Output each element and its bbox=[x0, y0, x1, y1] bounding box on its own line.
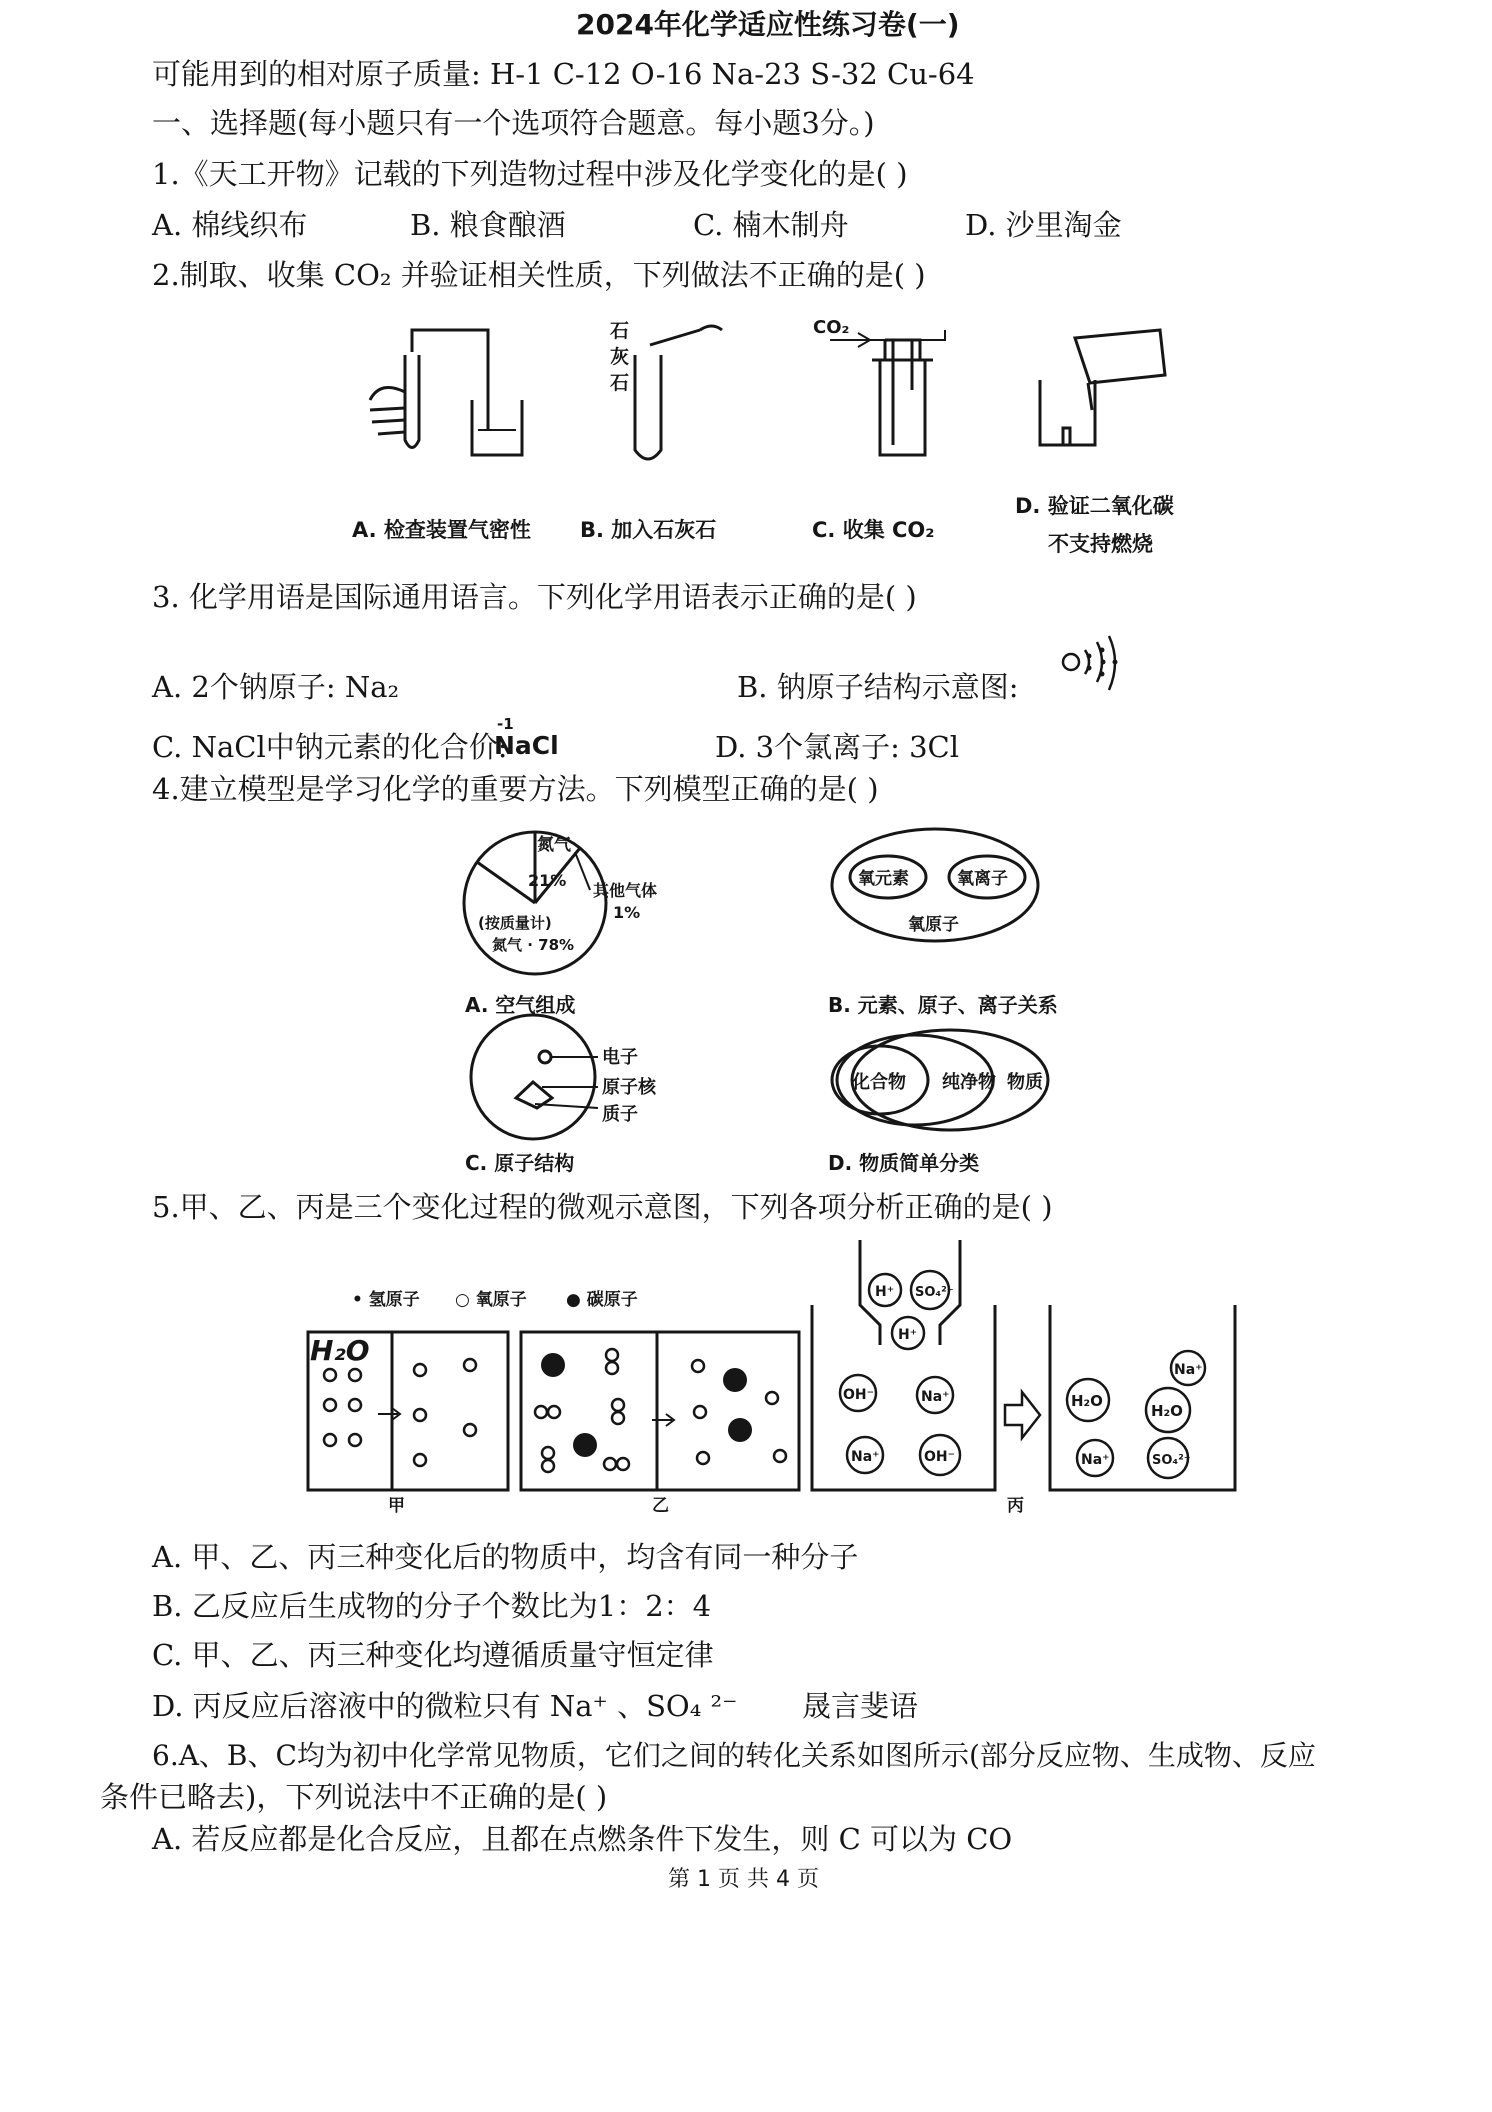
q4-caption-c: C. 原子结构 bbox=[465, 1151, 575, 1175]
q2-caption-c: C. 收集 CO₂ bbox=[812, 518, 935, 542]
ion-na-4: Na⁺ bbox=[1081, 1452, 1110, 1468]
limestone-label-2: 灰 bbox=[610, 346, 630, 368]
q3-option-a: A. 2个钠原子: Na₂ bbox=[152, 670, 400, 704]
ion-so4-1: SO₄²⁻ bbox=[915, 1285, 954, 1300]
ion-na-3: Na⁺ bbox=[1174, 1362, 1203, 1378]
q2-caption-d: D. 验证二氧化碳 bbox=[1015, 494, 1174, 518]
q2-caption-b: B. 加入石灰石 bbox=[580, 518, 717, 542]
page-footer: 第 1 页 共 4 页 bbox=[668, 1867, 819, 1892]
ion-na-2: Na⁺ bbox=[851, 1449, 880, 1465]
mol-h2o-2: H₂O bbox=[1151, 1402, 1183, 1420]
venn-b-element: 氧元素 bbox=[858, 869, 909, 889]
atom-nucleus-label: 原子核 bbox=[602, 1077, 656, 1098]
pie-1pct: 1% bbox=[613, 903, 641, 922]
q4-caption-a: A. 空气组成 bbox=[465, 993, 576, 1017]
ion-na-1: Na⁺ bbox=[921, 1389, 950, 1405]
page-title: 2024年化学适应性练习卷(一) bbox=[576, 8, 960, 41]
q2-caption-a: A. 检查装置气密性 bbox=[352, 518, 531, 542]
q4-caption-b: B. 元素、原子、离子关系 bbox=[828, 993, 1058, 1017]
q1-stem: 1.《天工开物》记载的下列造物过程中涉及化学变化的是( ) bbox=[152, 157, 908, 191]
mol-h2o-1: H₂O bbox=[1071, 1392, 1103, 1410]
q2-apparatus-figure bbox=[0, 300, 1492, 560]
ion-oh-2: OH⁻ bbox=[924, 1449, 956, 1465]
q5-stem: 5.甲、乙、丙是三个变化过程的微观示意图，下列各项分析正确的是( ) bbox=[152, 1190, 1053, 1224]
q6-option-a: A. 若反应都是化合反应，且都在点燃条件下发生，则 C 可以为 CO bbox=[152, 1822, 1013, 1856]
q5-option-c: C. 甲、乙、丙三种变化均遵循质量守恒定律 bbox=[152, 1638, 714, 1672]
limestone-label-1: 石 bbox=[610, 320, 630, 342]
q4-stem: 4.建立模型是学习化学的重要方法。下列模型正确的是( ) bbox=[152, 772, 879, 806]
pie-o2-label: 氮气 bbox=[537, 835, 571, 855]
q3-option-c: C. NaCl中钠元素的化合价: bbox=[152, 730, 508, 764]
sodium-atom-diagram bbox=[1055, 632, 1125, 702]
q6-stem-line1: 6.A、B、C均为初中化学常见物质，它们之间的转化关系如图所示(部分反应物、生成物、反应 bbox=[152, 1739, 1316, 1772]
q4-caption-d: D. 物质简单分类 bbox=[828, 1151, 980, 1175]
pie-other-label: 其他气体 bbox=[593, 881, 658, 900]
venn-b-ion: 氧离子 bbox=[957, 869, 1008, 889]
q6-stem-line2: 条件已略去)，下列说法中不正确的是( ) bbox=[100, 1780, 608, 1814]
q1-option-b: B. 粮食酿酒 bbox=[410, 208, 566, 242]
pie-note: (按质量计) bbox=[478, 914, 552, 932]
q2-stem: 2.制取、收集 CO₂ 并验证相关性质，下列做法不正确的是( ) bbox=[152, 258, 926, 292]
ion-h-1: H⁺ bbox=[875, 1284, 895, 1300]
limestone-label-3: 石 bbox=[610, 372, 630, 394]
q5-micro-figure bbox=[0, 1240, 1492, 1480]
valence-mark: -1 bbox=[497, 715, 514, 733]
q3-option-d: D. 3个氯离子: 3Cl bbox=[715, 730, 960, 764]
venn-d-pure: 纯净物 bbox=[942, 1072, 996, 1093]
venn-d-matter: 物质 bbox=[1007, 1072, 1043, 1093]
q3-option-b: B. 钠原子结构示意图: bbox=[737, 670, 1019, 704]
panel-label-yi: 乙 bbox=[652, 1496, 669, 1516]
atom-proton-label: 质子 bbox=[602, 1104, 638, 1125]
panel-label-bing: 丙 bbox=[1007, 1496, 1024, 1516]
q3-stem: 3. 化学用语是国际通用语言。下列化学用语表示正确的是( ) bbox=[152, 580, 917, 614]
legend-hydrogen: • 氢原子 bbox=[352, 1290, 420, 1310]
pie-21pct: 21% bbox=[528, 871, 567, 890]
section-heading: 一、选择题(每小题只有一个选项符合题意。每小题3分。) bbox=[152, 106, 875, 140]
watermark: 晟言斐语 bbox=[802, 1689, 919, 1723]
q4-models-figure bbox=[0, 820, 1492, 1200]
q5-option-a: A. 甲、乙、丙三种变化后的物质中，均含有同一种分子 bbox=[152, 1540, 859, 1574]
pie-n2-label: 氮气 · 78% bbox=[492, 936, 575, 954]
ion-h-2: H⁺ bbox=[898, 1327, 918, 1343]
atomic-masses: 可能用到的相对原子质量: H-1 C-12 O-16 Na-23 S-32 Cu-64 bbox=[152, 57, 975, 91]
venn-b-atom: 氧原子 bbox=[908, 915, 959, 935]
legend-carbon: ● 碳原子 bbox=[566, 1290, 638, 1310]
nacl-formula: NaCl bbox=[494, 731, 559, 760]
ion-oh-1: OH⁻ bbox=[843, 1387, 875, 1403]
venn-d-compound: 化合物 bbox=[852, 1072, 906, 1093]
q1-option-c: C. 楠木制舟 bbox=[693, 208, 849, 242]
handwritten-h2o: H₂O bbox=[310, 1334, 370, 1367]
co2-inlet-label: CO₂ bbox=[813, 317, 850, 338]
atom-electron-label: 电子 bbox=[602, 1047, 638, 1068]
q1-option-d: D. 沙里淘金 bbox=[965, 208, 1122, 242]
legend-oxygen: ○ 氧原子 bbox=[455, 1290, 527, 1310]
q5-option-b: B. 乙反应后生成物的分子个数比为1：2：4 bbox=[152, 1589, 712, 1623]
q2-caption-d-line2: 不支持燃烧 bbox=[1048, 532, 1153, 556]
q1-option-a: A. 棉线织布 bbox=[152, 208, 308, 242]
q5-option-d: D. 丙反应后溶液中的微粒只有 Na⁺ 、SO₄ ²⁻ bbox=[152, 1689, 738, 1723]
panel-label-jia: 甲 bbox=[388, 1496, 405, 1516]
ion-so4-2: SO₄²⁻ bbox=[1152, 1453, 1191, 1468]
